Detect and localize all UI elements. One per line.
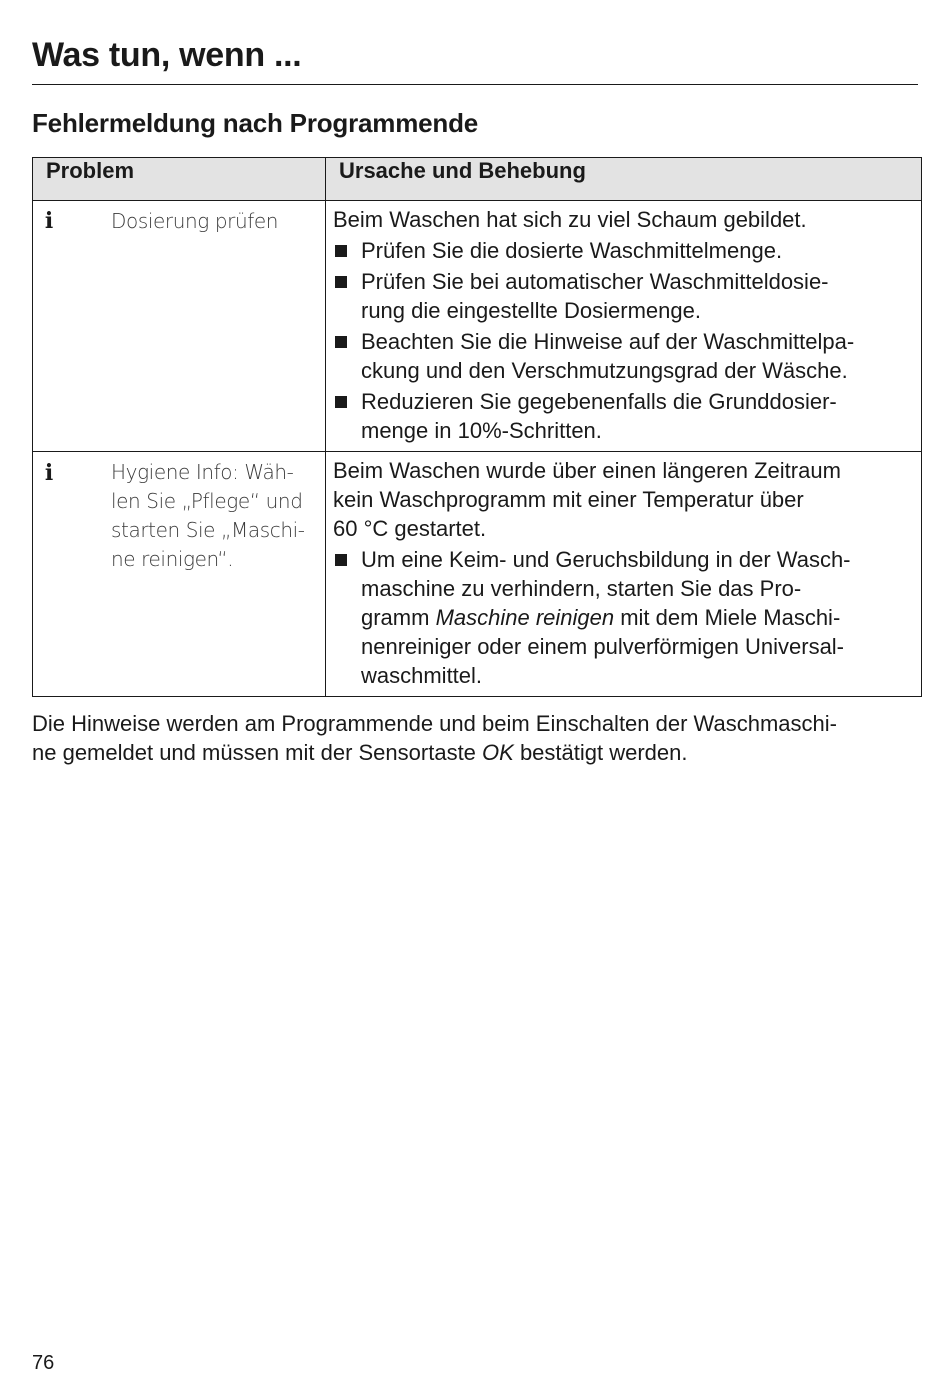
remedy-line: menge in 10%-Schritten. bbox=[361, 418, 602, 443]
display-message-line: ne reinigen“. bbox=[111, 547, 234, 571]
remedy-list bbox=[333, 545, 913, 690]
remedy-line bbox=[361, 603, 913, 632]
footnote-line bbox=[32, 738, 918, 767]
remedy-line: waschmittel. bbox=[361, 663, 483, 688]
column-header-problem: Problem bbox=[33, 158, 326, 201]
remedy-line: Prüfen Sie bei automatischer Waschmitteldosie- bbox=[361, 269, 829, 294]
footnote-text: ne gemeldet und müssen mit der Sensortaste bbox=[32, 740, 483, 765]
remedy-line: Um eine Keim- und Geruchsbildung in der Wasch- bbox=[361, 547, 851, 572]
display-message-line: Dosierung prüfen bbox=[111, 209, 279, 233]
remedy-text: gramm bbox=[361, 605, 436, 630]
section-heading: Fehlermeldung nach Programmende bbox=[32, 108, 479, 138]
cause-intro-line: 60 °C gestartet. bbox=[333, 516, 487, 541]
program-name: Maschine reinigen bbox=[435, 605, 615, 630]
cause-intro bbox=[333, 456, 913, 543]
remedy-line: Reduzieren Sie gegebenenfalls die Grunddosier- bbox=[361, 389, 837, 414]
error-table bbox=[32, 157, 922, 697]
remedy-item bbox=[333, 236, 913, 265]
display-message bbox=[111, 458, 316, 574]
remedy-item bbox=[333, 387, 913, 445]
table-row bbox=[33, 201, 922, 452]
display-message-line: Hygiene Info: Wäh- bbox=[111, 460, 294, 484]
remedy-list bbox=[333, 236, 913, 445]
remedy-line: Beachten Sie die Hinweise auf der Waschmittelpa- bbox=[361, 329, 855, 354]
cause-intro-line: Beim Waschen wurde über einen längeren Zeitraum bbox=[333, 458, 841, 483]
sensor-key-name: OK bbox=[482, 740, 514, 765]
remedy-line: Prüfen Sie die dosierte Waschmittelmenge. bbox=[361, 238, 783, 263]
remedy-item bbox=[333, 545, 913, 690]
problem-cell bbox=[33, 452, 326, 697]
remedy-item bbox=[333, 327, 913, 385]
problem-cell bbox=[33, 201, 326, 452]
footnote-paragraph bbox=[32, 709, 918, 767]
cause-intro: Beim Waschen hat sich zu viel Schaum gebildet. bbox=[333, 207, 807, 232]
footnote-text: bestätigt werden. bbox=[513, 740, 688, 765]
info-icon: i bbox=[44, 208, 54, 234]
display-message-line: len Sie „Pflege“ und bbox=[111, 489, 303, 513]
remedy-text: mit dem Miele Maschi- bbox=[614, 605, 841, 630]
page-number: 76 bbox=[32, 1352, 55, 1374]
info-icon: i bbox=[44, 460, 54, 486]
display-message-line: starten Sie „Maschi- bbox=[111, 518, 305, 542]
cause-intro-line: kein Waschprogramm mit einer Temperatur über bbox=[333, 487, 804, 512]
table-header-row bbox=[33, 158, 922, 201]
title-rule bbox=[32, 84, 918, 85]
cause-cell bbox=[326, 452, 922, 697]
remedy-line: rung die eingestellte Dosiermenge. bbox=[361, 298, 701, 323]
cause-cell bbox=[326, 201, 922, 452]
page-title: Was tun, wenn ... bbox=[32, 36, 302, 74]
display-message bbox=[111, 207, 316, 236]
footnote-line: Die Hinweise werden am Programmende und beim Einschalten der Waschmaschi- bbox=[32, 711, 837, 736]
table-row bbox=[33, 452, 922, 697]
remedy-line: nenreiniger oder einem pulverförmigen Universal- bbox=[361, 634, 845, 659]
remedy-line: maschine zu verhindern, starten Sie das Pro- bbox=[361, 576, 802, 601]
column-header-cause: Ursache und Behebung bbox=[326, 158, 922, 201]
remedy-line: ckung und den Verschmutzungsgrad der Wäsche. bbox=[361, 358, 848, 383]
remedy-item bbox=[333, 267, 913, 325]
